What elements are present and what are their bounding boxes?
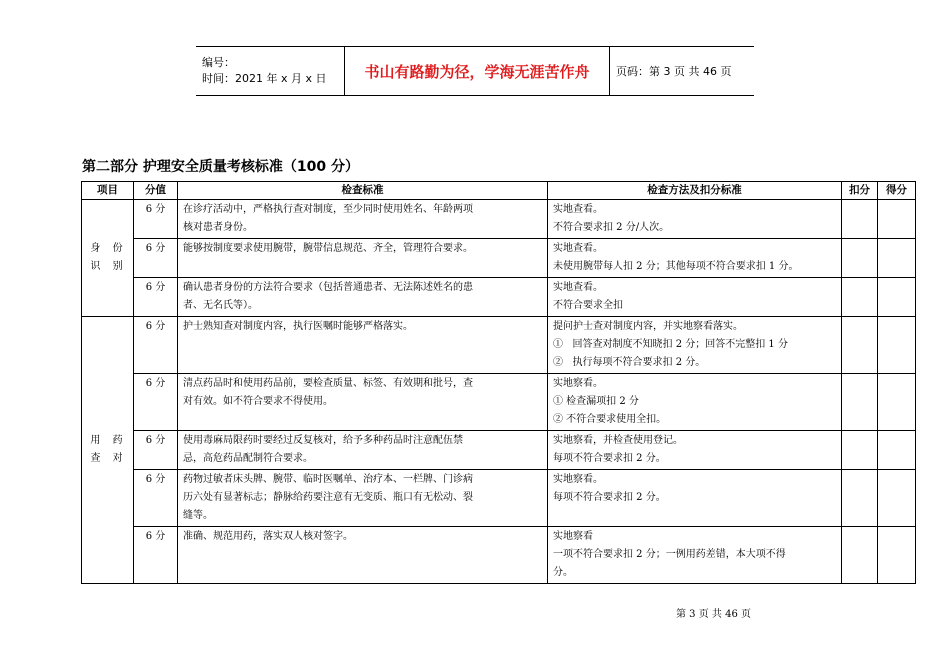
section-title: 第二部分 护理安全质量考核标准（100 分）: [82, 159, 359, 175]
score-cell: 6 分: [134, 317, 178, 374]
page-footer: 第 3 页 共 46 页: [676, 609, 751, 620]
method-cell: [548, 470, 842, 527]
standard-text: 缝等。: [183, 510, 213, 521]
deduction-cell: [842, 431, 878, 470]
category-cell: [82, 317, 134, 584]
standard-text: 对有效。如不符合要求不得使用。: [183, 396, 333, 407]
method-text: 每项不符合要求扣 2 分。: [553, 492, 666, 503]
method-text: 每项不符合要求扣 2 分。: [553, 453, 666, 464]
method-cell: [548, 527, 842, 584]
method-text: 提问护士查对制度内容，并实地察看落实。: [553, 321, 743, 332]
standard-text: 者、无名氏等）。: [183, 300, 258, 311]
result-cell: [878, 278, 916, 317]
standard-text: 护士熟知查对制度内容，执行医嘱时能够严格落实。: [183, 321, 413, 332]
standard-cell: [178, 527, 548, 584]
method-cell: [548, 374, 842, 431]
document-header: [196, 46, 754, 96]
method-text: 实地查看。: [553, 204, 603, 215]
col-header-standard: 检查标准: [178, 182, 548, 200]
result-cell: [878, 317, 916, 374]
assessment-table: [81, 181, 916, 584]
header-page-code: 页码：第 3 页 共 46 页: [610, 47, 755, 96]
score-cell: 6 分: [134, 470, 178, 527]
method-text: 不符合要求全扣: [553, 300, 623, 311]
method-cell: [548, 431, 842, 470]
method-text: ① 回答查对制度不知晓扣 2 分；回答不完整扣 1 分: [553, 339, 788, 350]
table-row: [82, 374, 916, 431]
method-text: 未使用腕带每人扣 2 分；其他每项不符合要求扣 1 分。: [553, 261, 799, 272]
method-cell: [548, 200, 842, 239]
standard-text: 忌，高危药品配制符合要求。: [183, 453, 313, 464]
col-header-item: 项目: [82, 182, 134, 200]
result-cell: [878, 470, 916, 527]
standard-cell: [178, 431, 548, 470]
standard-text: 准确、规范用药，落实双人核对签字。: [183, 531, 353, 542]
category-cell: [82, 200, 134, 317]
result-cell: [878, 431, 916, 470]
standard-cell: [178, 317, 548, 374]
standard-cell: [178, 374, 548, 431]
col-header-deduction: 扣分: [842, 182, 878, 200]
table-row: [82, 317, 916, 374]
method-text: 实地察看: [553, 531, 593, 542]
standard-cell: [178, 278, 548, 317]
result-cell: [878, 527, 916, 584]
table-header-row: [82, 182, 916, 200]
score-cell: 6 分: [134, 239, 178, 278]
table-row: [82, 527, 916, 584]
result-cell: [878, 374, 916, 431]
category-label: 识 别: [90, 261, 125, 272]
deduction-cell: [842, 470, 878, 527]
deduction-cell: [842, 239, 878, 278]
table-row: [82, 200, 916, 239]
score-cell: 6 分: [134, 374, 178, 431]
header-meta: [196, 47, 345, 96]
method-text: 实地查看。: [553, 282, 603, 293]
method-cell: [548, 278, 842, 317]
method-text: 实地察看。: [553, 378, 603, 389]
standard-text: 在诊疗活动中，严格执行查对制度，至少同时使用姓名、年龄两项: [183, 204, 473, 215]
method-text: 一项不符合要求扣 2 分；一例用药差错，本大项不得: [553, 549, 786, 560]
category-label: 身 份: [90, 243, 125, 254]
method-text: 实地察看。: [553, 474, 603, 485]
standard-text: 清点药品时和使用药品前，要检查质量、标签、有效期和批号，查: [183, 378, 473, 389]
result-cell: [878, 239, 916, 278]
col-header-method: 检查方法及扣分标准: [548, 182, 842, 200]
score-cell: 6 分: [134, 431, 178, 470]
score-cell: 6 分: [134, 200, 178, 239]
method-text: 分。: [553, 567, 573, 578]
time-label: 时间：2021 年 x 月 x 日: [202, 72, 327, 85]
category-label: 查 对: [90, 453, 125, 464]
table-row: [82, 431, 916, 470]
table-body: [82, 200, 916, 584]
standard-text: 能够按制度要求使用腕带，腕带信息规范、齐全，管理符合要求。: [183, 243, 473, 254]
deduction-cell: [842, 200, 878, 239]
col-header-result: 得分: [878, 182, 916, 200]
col-header-score: 分值: [134, 182, 178, 200]
method-text: 实地察看，并检查使用登记。: [553, 435, 683, 446]
method-cell: [548, 239, 842, 278]
method-text: ② 不符合要求使用全扣。: [553, 414, 667, 425]
standard-text: 历六处有显著标志；静脉给药要注意有无变质、瓶口有无松动、裂: [183, 492, 473, 503]
method-text: ② 执行每项不符合要求扣 2 分。: [553, 357, 706, 368]
standard-cell: [178, 200, 548, 239]
deduction-cell: [842, 278, 878, 317]
deduction-cell: [842, 374, 878, 431]
method-text: 实地查看。: [553, 243, 603, 254]
header-motto: 书山有路勤为径，学海无涯苦作舟: [345, 47, 610, 96]
standard-cell: [178, 239, 548, 278]
category-label: 用 药: [90, 435, 125, 446]
deduction-cell: [842, 317, 878, 374]
table-row: [82, 278, 916, 317]
method-text: ① 检查漏项扣 2 分: [553, 396, 639, 407]
standard-text: 药物过敏者床头牌、腕带、临时医嘱单、治疗本、一栏牌、门诊病: [183, 474, 473, 485]
table-row: [82, 239, 916, 278]
score-cell: 6 分: [134, 527, 178, 584]
standard-cell: [178, 470, 548, 527]
result-cell: [878, 200, 916, 239]
score-cell: 6 分: [134, 278, 178, 317]
standard-text: 使用毒麻局限药时要经过反复核对，给予多种药品时注意配伍禁: [183, 435, 463, 446]
standard-text: 确认患者身份的方法符合要求（包括普通患者、无法陈述姓名的患: [183, 282, 473, 293]
number-label: 编号：: [202, 56, 235, 69]
standard-text: 核对患者身份。: [183, 222, 253, 233]
method-cell: [548, 317, 842, 374]
table-row: [82, 470, 916, 527]
method-text: 不符合要求扣 2 分/人次。: [553, 222, 670, 233]
deduction-cell: [842, 527, 878, 584]
